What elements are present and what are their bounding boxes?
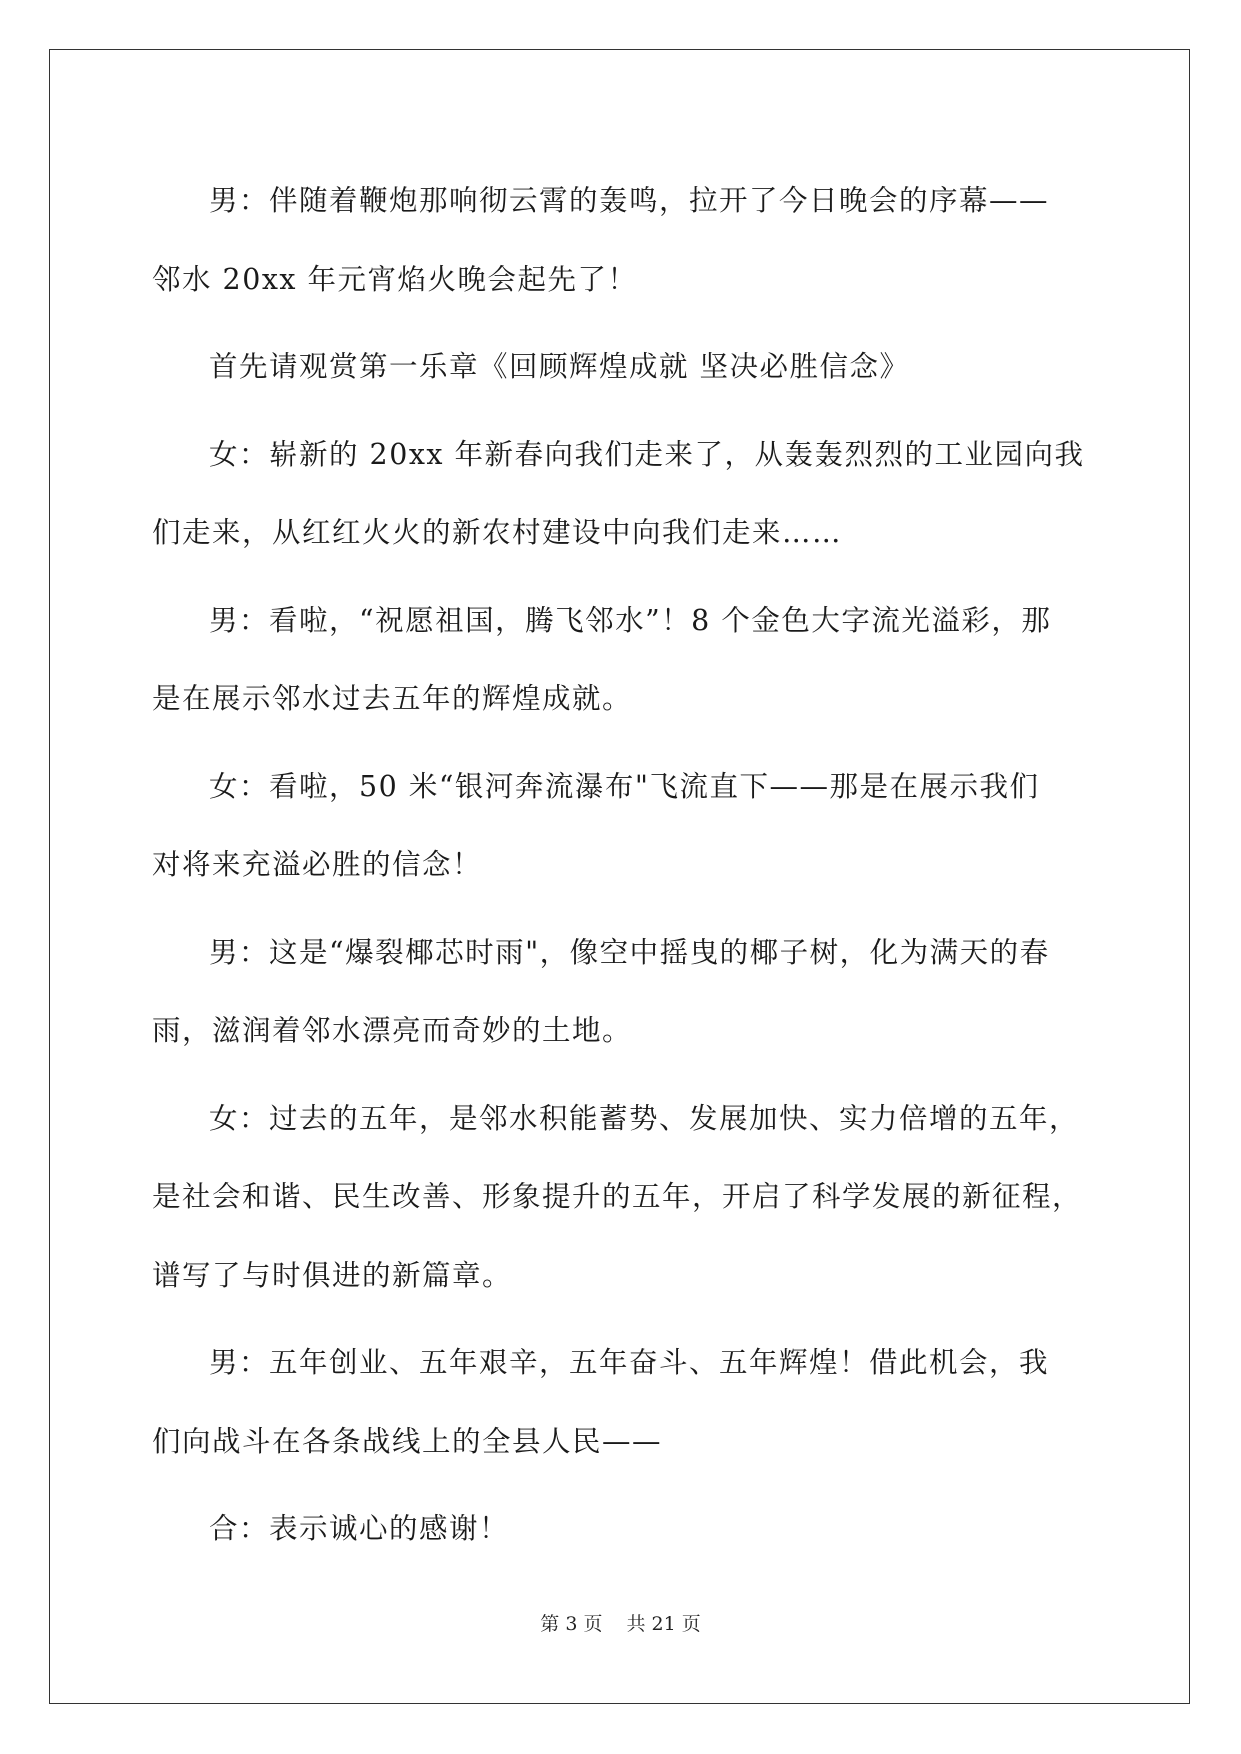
paragraph [152, 1080, 1087, 1316]
paragraph [152, 582, 1087, 739]
page-total: 共 21 页 [626, 1613, 701, 1635]
text-line: 男：这是“爆裂椰芯时雨"，像空中摇曳的椰子树，化为满天的春 [209, 935, 1050, 969]
text-line: 邻水 20xx 年元宵焰火晚会起先了！ [152, 262, 638, 296]
text-line: 男：五年创业、五年艰辛，五年奋斗、五年辉煌！借此机会，我 [209, 1346, 1050, 1379]
text-line: 雨，滋润着邻水漂亮而奇妙的土地。 [152, 1014, 633, 1047]
text-line: 女：过去的五年，是邻水积能蓄势、发展加快、实力倍增的五年， [209, 1101, 1080, 1135]
text-line: 合：表示诚心的感谢！ [209, 1512, 510, 1545]
text-line: 谱写了与时俱进的新篇章。 [152, 1258, 513, 1292]
text-line: 女：崭新的 20xx 年新春向我们走来了，从轰轰烈烈的工业园向我 [209, 437, 1085, 471]
text-line: 首先请观赏第一乐章《回顾辉煌成就 坚决必胜信念》 [209, 350, 910, 383]
paragraph [152, 162, 1087, 319]
paragraph [152, 416, 1087, 573]
paragraph [152, 1490, 1087, 1569]
text-line: 是在展示邻水过去五年的辉煌成就。 [152, 682, 633, 715]
text-line: 男：伴随着鞭炮那响彻云霄的轰鸣，拉开了今日晚会的序幕—— [209, 184, 1050, 217]
paragraph [152, 914, 1087, 1071]
text-line: 男：看啦，“祝愿祖国，腾飞邻水”！8 个金色大字流光溢彩，那 [209, 603, 1052, 637]
text-line: 对将来充溢必胜的信念！ [152, 848, 483, 881]
page-number: 第 3 页 [540, 1613, 603, 1635]
paragraph [152, 748, 1087, 905]
text-line: 女：看啦，50 米“银河奔流瀑布"飞流直下——那是在展示我们 [209, 769, 1040, 803]
document-body [152, 162, 1087, 1578]
text-line: 们走来，从红红火火的新农村建设中向我们走来…… [152, 516, 843, 549]
text-line: 们向战斗在各条战线上的全县人民—— [152, 1424, 663, 1458]
paragraph [152, 328, 1087, 407]
paragraph [152, 1324, 1087, 1481]
text-line: 是社会和谐、民生改善、形象提升的五年，开启了科学发展的新征程， [152, 1180, 1083, 1213]
page-footer [0, 1612, 1241, 1636]
